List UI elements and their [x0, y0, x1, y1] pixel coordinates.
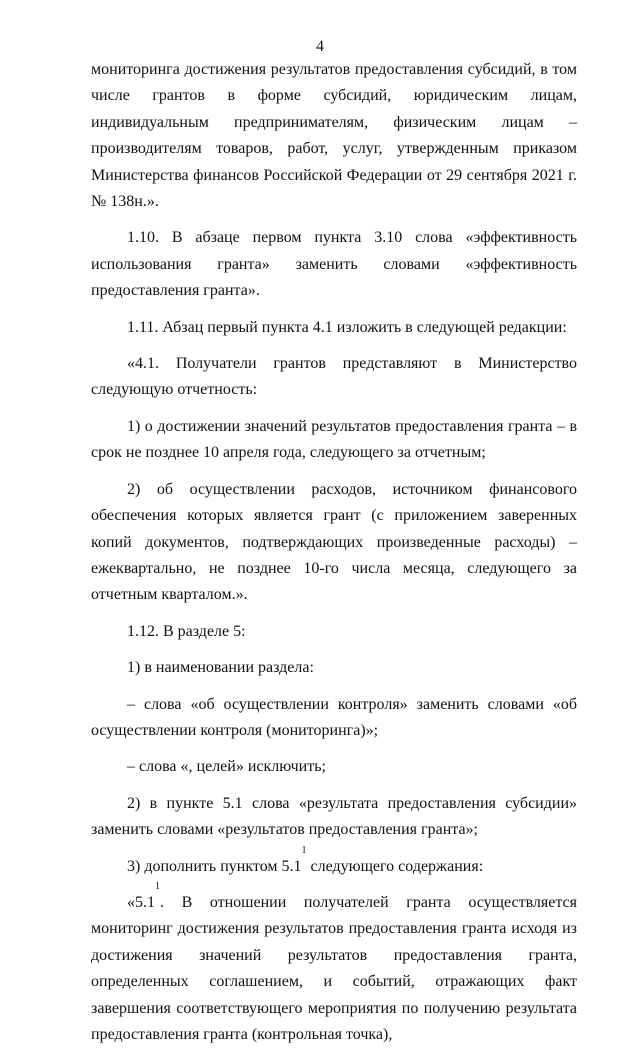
superscript: 1 — [155, 880, 160, 892]
paragraph-section-name: 1) в наименовании раздела: — [127, 659, 314, 677]
document-body — [91, 57, 577, 1048]
paragraph-add-5-1-1 — [91, 844, 577, 880]
paragraph-dash-1: – слова «об осуществлении контроля» заменить словами «об осуществлении контроля (мониторинга)»; — [91, 695, 577, 739]
paragraph-text-before: 3) дополнить пунктом 5.1 — [127, 857, 302, 875]
superscript: 1 — [301, 844, 307, 856]
paragraph-1-12: 1.12. В разделе 5: — [127, 622, 246, 640]
paragraph-item-1: 1) о достижении значений результатов предоставления гранта – в срок не позднее 10 апреля года, следующего за отчетным; — [91, 417, 577, 462]
paragraph-text-after: . В отношении получателей гранта осуществляется мониторинг достижения результатов предоставления гранта исходя из достижения значений результатов предоставления гранта, определенных соглашением, и событий, отражающих факт завершения соответствующего мероприятия по получению результата предоставления гранта (контрольная точка), — [91, 893, 577, 1043]
page-number: 4 — [316, 38, 324, 55]
paragraph-item-2: 2) об осуществлении расходов, источником финансового обеспечения которых является грант (с приложением заверенных копий документов, подтверждающих произведенные расходы) – ежеквартально, не позднее 10-го числа месяца, следующего за отчетным кварталом.». — [91, 480, 577, 604]
paragraph-continuation: мониторинга достижения результатов предоставления субсидий, в том числе грантов в форме субсидий, юридическим лицам, индивидуальным предпринимателям, физическим лицам – производителям товаров, работ, услуг, утвержденным приказом Министерства финансов Российской Федерации от 29 сентября 2021 г. № 138н.». — [91, 61, 577, 211]
paragraph-4-1-quote: «4.1. Получатели грантов представляют в Министерство следующую отчетность: — [91, 355, 577, 399]
paragraph-1-10: 1.10. В абзаце первом пункта 3.10 слова «эффективность использования гранта» заменить словами «эффективность предоставления гранта». — [91, 229, 577, 300]
paragraph-item-5-1: 2) в пункте 5.1 слова «результата предоставления субсидии» заменить словами «результатов предоставления гранта»; — [91, 794, 577, 839]
paragraph-5-1-1-quote — [91, 880, 577, 1048]
paragraph-text-after: следующего содержания: — [306, 857, 484, 875]
paragraph-1-11: 1.11. Абзац первый пункта 4.1 изложить в следующей редакции: — [127, 318, 567, 336]
paragraph-text-before: «5.1 — [127, 893, 155, 911]
paragraph-dash-2: – слова «, целей» исключить; — [127, 758, 326, 776]
